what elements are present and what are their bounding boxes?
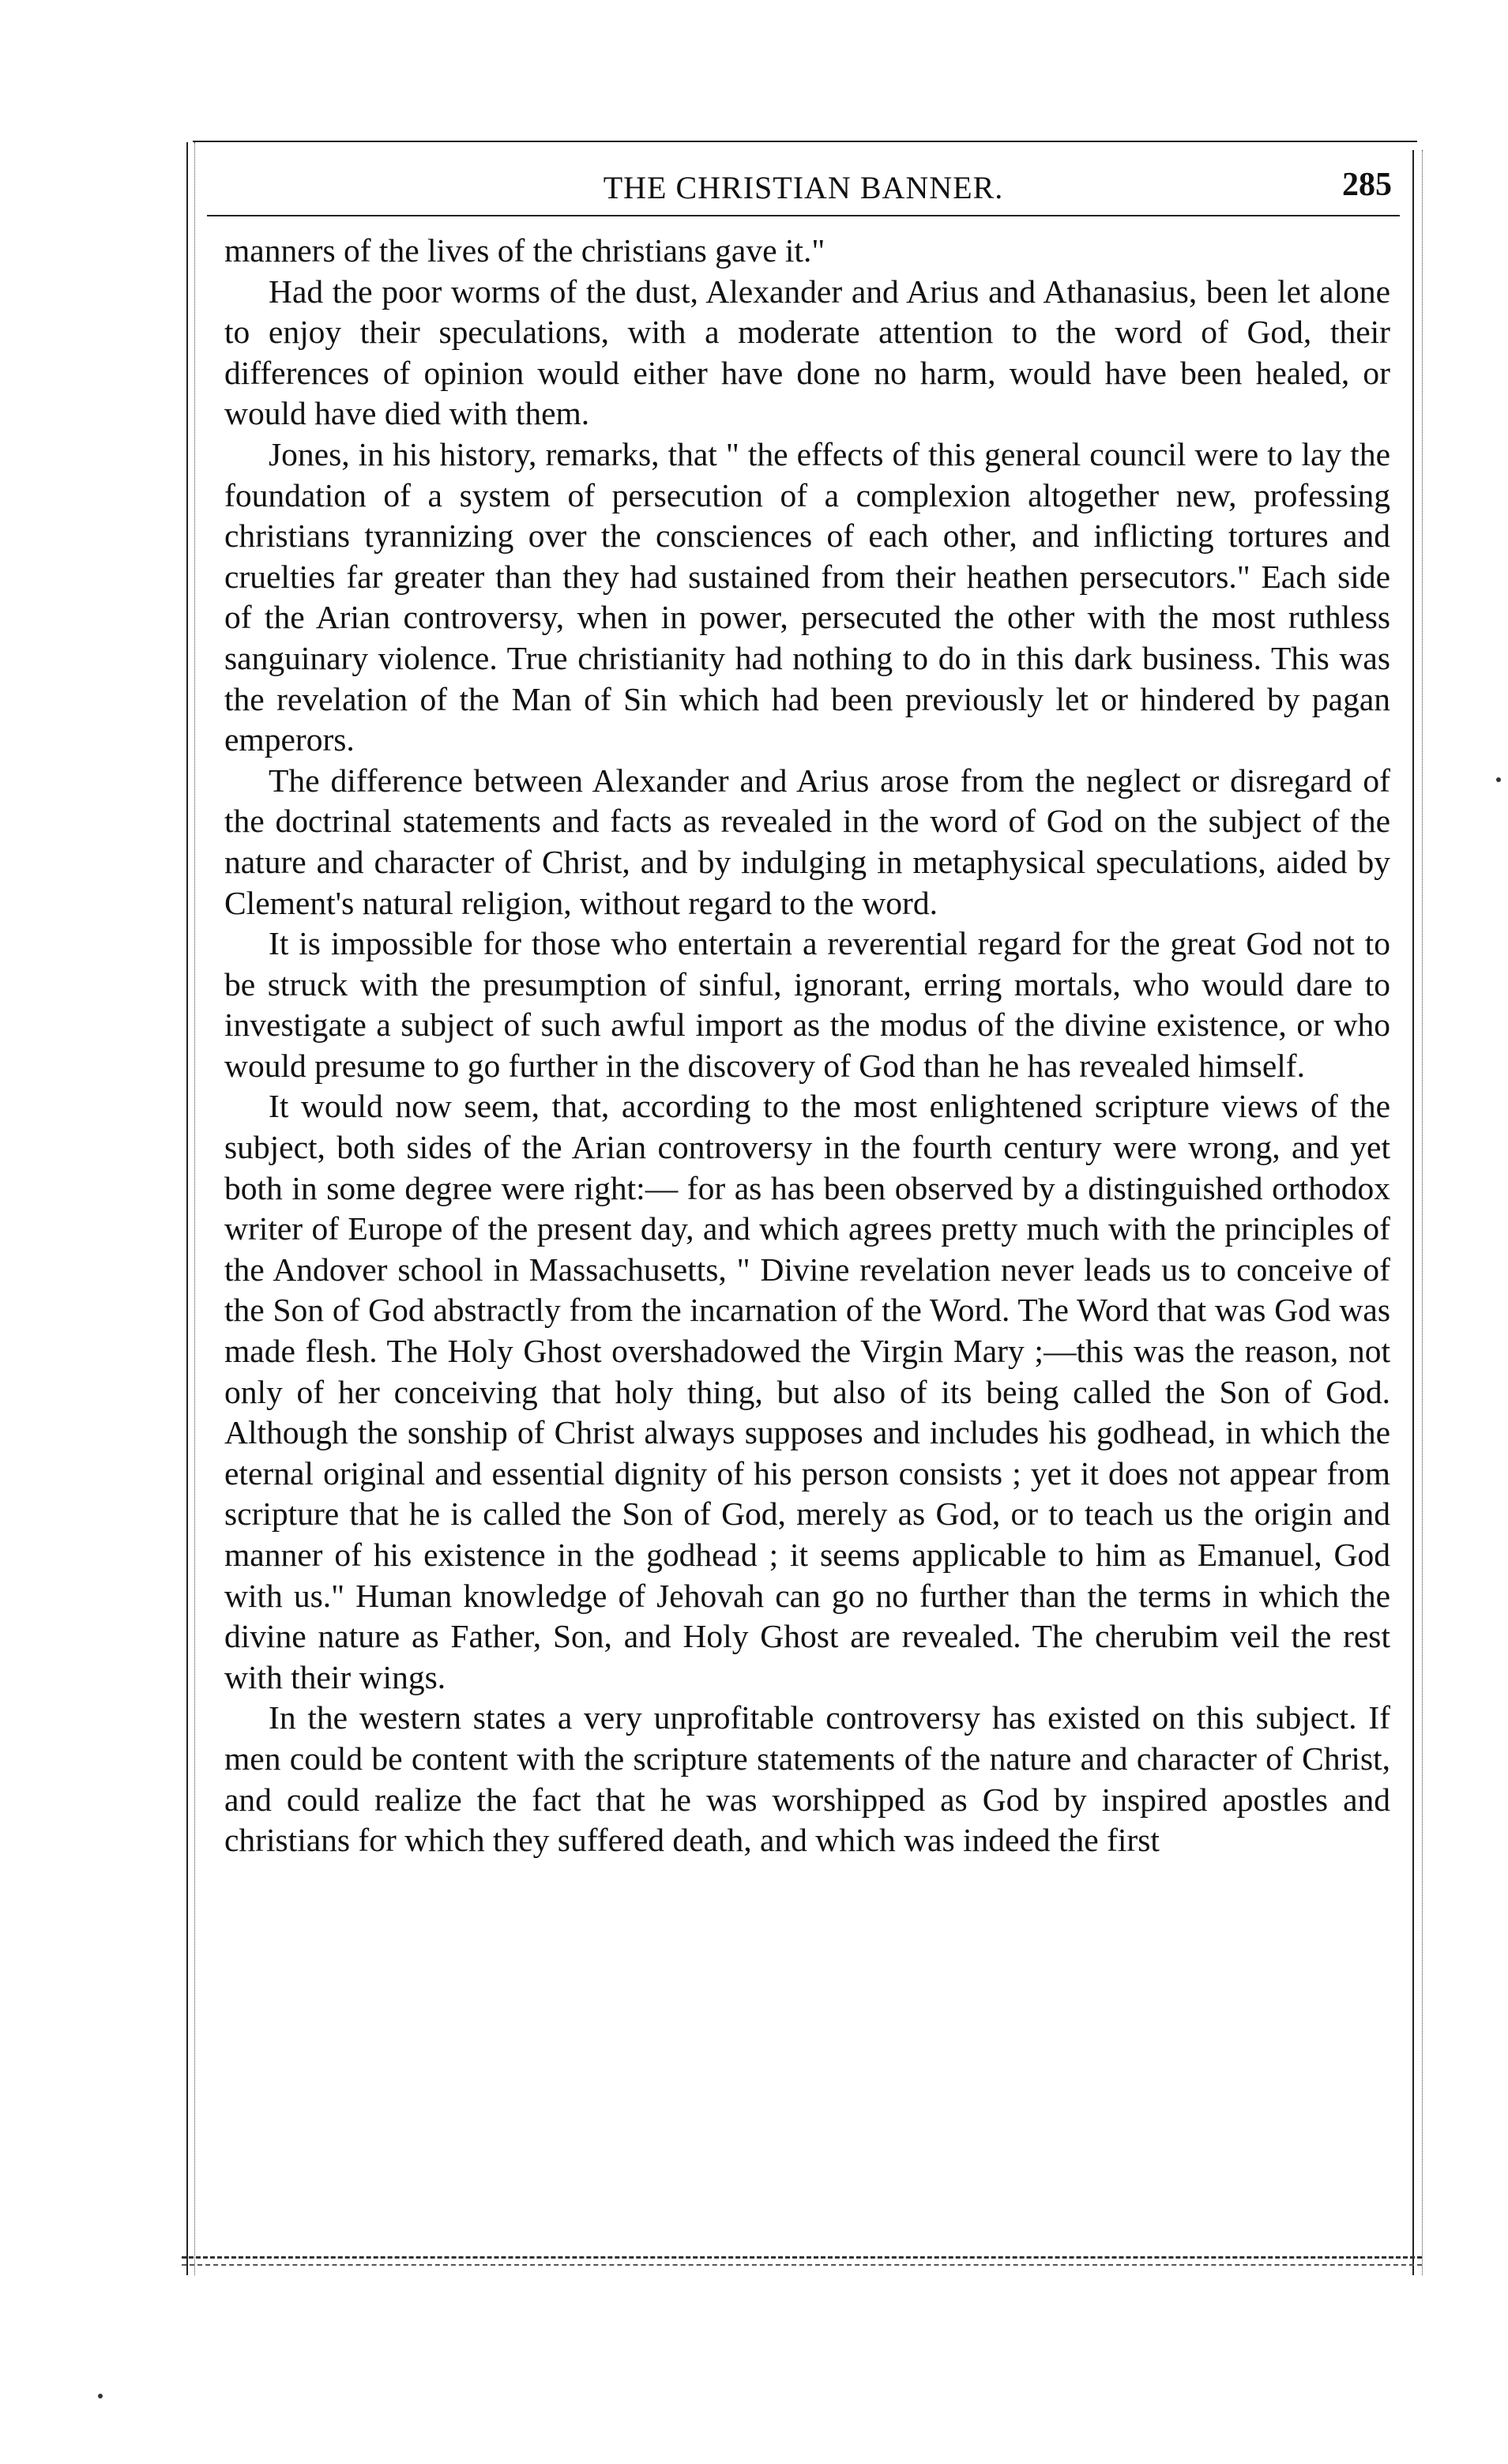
paragraph: Jones, in his history, remarks, that " the effects of this general council were to lay the foundation of a system of persecution of a complexion altogether new, professing christians tyrannizing over the consciences of each other, and inflicting tortures and cruelties far greater than they had sustained from their heathen persecutors." Each side of the Arian controversy, when in power, persecuted the other with the most ruthless sanguinary violence. True christianity had nothing to do in this dark business. This was the revelation of the Man of Sin which had been previously let or hindered by pagan emperors. (224, 435, 1390, 758)
footer-rule-lower (182, 2264, 1422, 2266)
page-number: 285 (1342, 167, 1392, 203)
header-rule-top (193, 141, 1417, 142)
running-head (207, 166, 1400, 213)
paragraph: Had the poor worms of the dust, Alexander and Arius and Athanasius, been let alone to enjoy their speculations, with a moderate attention to the word of God, their differences of opinion would either have done no harm, would have been healed, or would have died with them. (224, 273, 1390, 432)
paragraph: It would now seem, that, according to the most enlightened scripture views of the subject, both sides of the Arian controversy in the fourth century were wrong, and yet both in some degree were right:— for as has been observed by a distinguished orthodox writer of Europe of the present day, and which agrees pretty much with the principles of the Andover school in Massachusetts, " Divine revelation never leads us to conceive of the Son of God abstractly from the incarnation of the Word. The Word that was God was made flesh. The Holy Ghost overshadowed the Virgin Mary ;—this was the reason, not only of her conceiving that holy thing, but also of its being called the Son of God. Although the sonship of Christ always supposes and includes his godhead, in which the eternal original and essential dignity of his person consists ; yet it does not appear from scripture that he is called the Son of God, merely as God, or to teach us the origin and manner of his existence in the godhead ; it seems applicable to him as Emanuel, God with us." Human knowledge of Jehovah can go no further than the terms in which the divine nature as Father, Son, and Holy Ghost are revealed. The cherubim veil the rest with their wings. (224, 1088, 1390, 1695)
paragraph: manners of the lives of the christians gave it." (224, 232, 825, 269)
page-border-left (186, 142, 195, 2275)
body-text (224, 231, 1390, 1861)
footer-rule (182, 2256, 1422, 2259)
header-rule-bottom (207, 215, 1400, 216)
paragraph: It is impossible for those who entertain a reverential regard for the great God not to be struck with the presumption of sinful, ignorant, erring mortals, who would dare to investigate a subject of such awful import as the modus of the divine existence, or who would presume to go further in the discovery of God than he has revealed himself. (224, 925, 1390, 1084)
running-title: THE CHRISTIAN BANNER. (603, 170, 1004, 205)
paragraph: In the western states a very unprofitable controversy has existed on this subject. If men could be content with the scripture statements of the nature and character of Christ, and could realize the fact that he was worshipped as God by inspired apostles and christians for which they suffered death, and which was indeed the first (224, 1699, 1390, 1859)
scan-speck (1496, 777, 1501, 782)
page-border-right (1412, 150, 1423, 2275)
scan-speck (98, 2394, 103, 2398)
paragraph: The difference between Alexander and Arius arose from the neglect or disregard of the doctrinal statements and facts as revealed in the word of God on the subject of the nature and character of Christ, and by indulging in metaphysical speculations, aided by Clement's natural religion, without regard to the word. (224, 762, 1390, 921)
